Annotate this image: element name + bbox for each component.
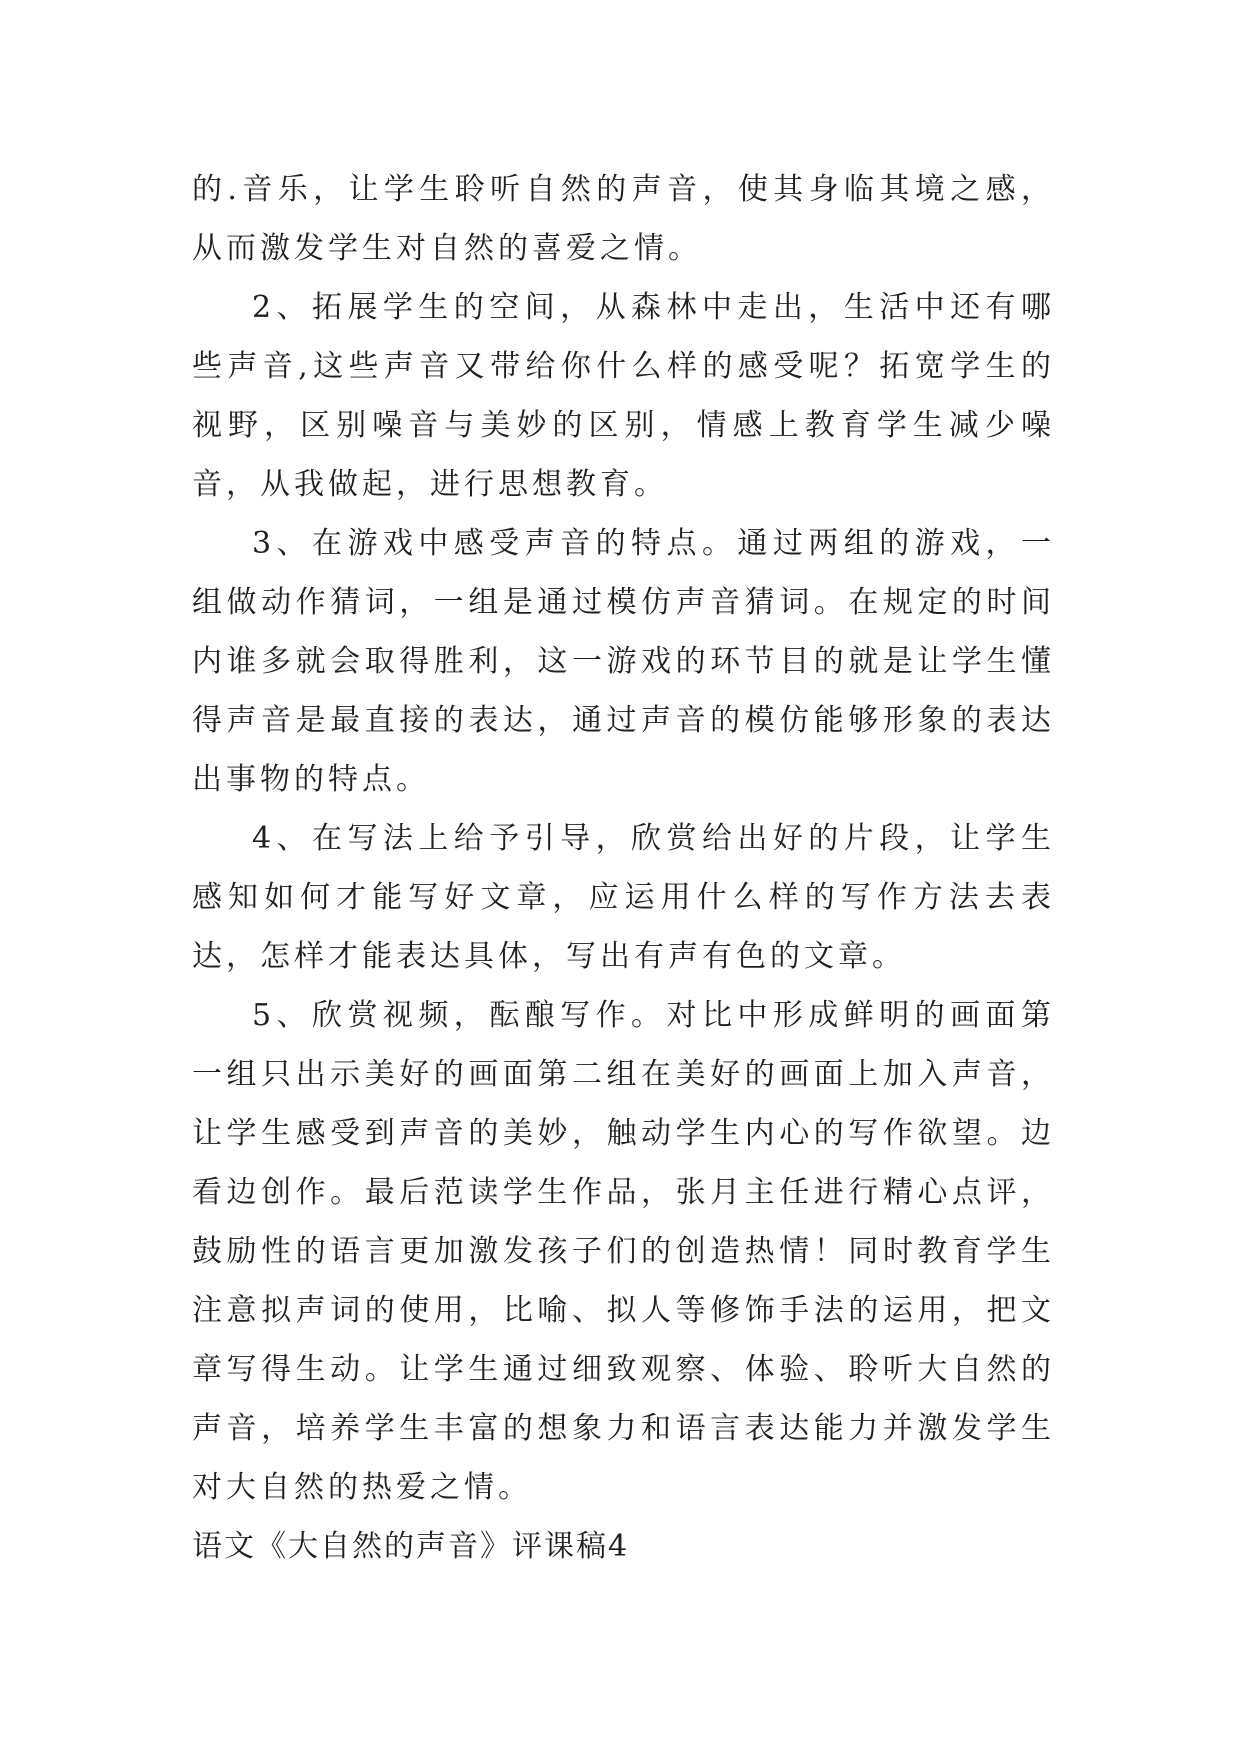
paragraph-4: 4、在写法上给予引导，欣赏给出好的片段，让学生感知如何才能写好文章，应运用什么样的写作方法去表达，怎样才能表达具体，写出有声有色的文章。 xyxy=(192,821,1055,974)
paragraph-3: 3、在游戏中感受声音的特点。通过两组的游戏，一组做动作猜词，一组是通过模仿声音猜词。在规定的时间内谁多就会取得胜利，这一游戏的环节目的就是让学生懂得声音是最直接的表达，通过声音的模仿能够形象的表达出事物的特点。 xyxy=(192,526,1055,797)
document-body xyxy=(192,160,1055,1576)
paragraph-2: 2、拓展学生的空间，从森林中走出，生活中还有哪些声音,这些声音又带给你什么样的感受呢？拓宽学生的视野，区别噪音与美妙的区别，情感上教育学生减少噪音，从我做起，进行思想教育。 xyxy=(192,290,1055,502)
section-heading: 语文《大自然的声音》评课稿4 xyxy=(192,1529,630,1564)
paragraph-5: 5、欣赏视频，酝酿写作。对比中形成鲜明的画面第一组只出示美好的画面第二组在美好的画面上加入声音，让学生感受到声音的美妙，触动学生内心的写作欲望。边看边创作。最后范读学生作品，张月主任进行精心点评，鼓励性的语言更加激发孩子们的创造热情！同时教育学生注意拟声词的使用，比喻、拟人等修饰手法的运用，把文章写得生动。让学生通过细致观察、体验、聆听大自然的声音，培养学生丰富的想象力和语言表达能力并激发学生对大自然的热爱之情。 xyxy=(192,998,1055,1505)
paragraph-1: 的.音乐，让学生聆听自然的声音，使其身临其境之感，从而激发学生对自然的喜爱之情。 xyxy=(192,172,1055,266)
